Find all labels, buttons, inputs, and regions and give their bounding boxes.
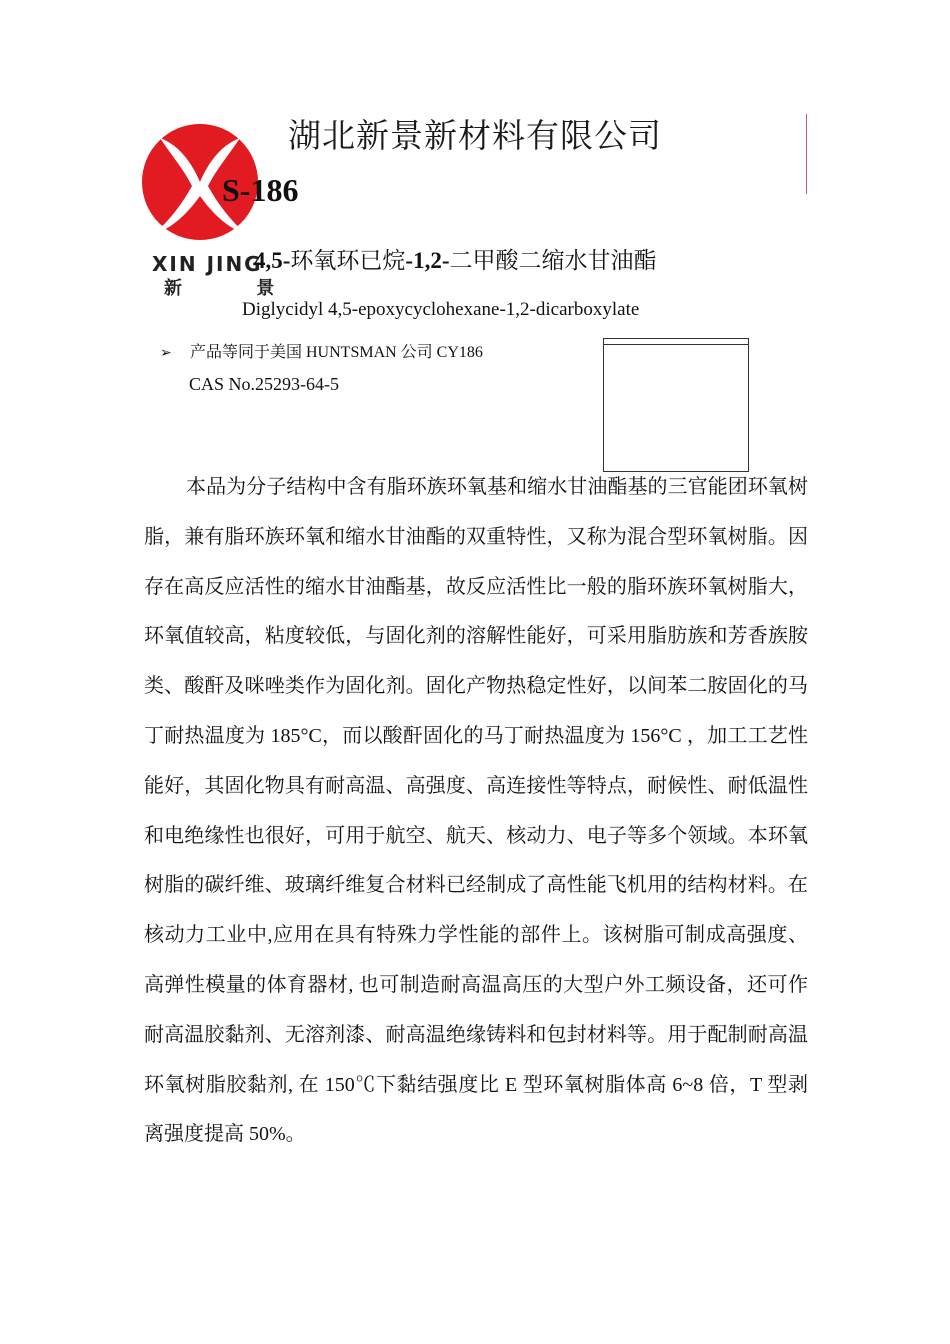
logo-latin-text: XIN JING: [152, 252, 263, 276]
product-english-name: Diglycidyl 4,5-epoxycyclohexane-1,2-dicarboxylate: [242, 299, 640, 320]
company-name: 湖北新景新材料有限公司: [288, 116, 662, 155]
cas-number: CAS No.25293-64-5: [189, 374, 340, 394]
cn-name-mid: -1,2-: [405, 248, 450, 273]
product-code: S-186: [222, 172, 299, 208]
logo-chinese-text: 新 景: [164, 278, 309, 299]
structure-frame-line: [603, 344, 749, 345]
cn-name-part1: 环氧环已烷: [290, 248, 406, 273]
header-divider: [806, 114, 807, 194]
product-chinese-name: [254, 242, 657, 275]
equivalent-note: [160, 339, 483, 362]
arrow-bullet-icon: ➢: [160, 345, 172, 361]
cn-name-prefix: 4,5-: [254, 248, 291, 273]
cn-name-part2: 二甲酸二缩水甘油酯: [449, 248, 657, 273]
equivalent-text: 产品等同于美国 HUNTSMAN 公司 CY186: [190, 344, 483, 361]
product-description: 本品为分子结构中含有脂环族环氧基和缩水甘油酯基的三官能团环氧树脂，兼有脂环族环氧和缩水甘油酯的双重特性，又称为混合型环氧树脂。因存在高反应活性的缩水甘油酯基，故反应活性比一般的脂环族环氧树脂大，环氧值较高，粘度较低，与固化剂的溶解性能好，可采用脂肪族和芳香族胺类、酸酐及咪唑类作为固化剂。固化产物热稳定性好，以间苯二胺固化的马丁耐热温度为 185°C，而以酸酐固化的马丁耐热温度为 156°C ，加工工艺性能好，其固化物具有耐高温、高强度、高连接性等特点，耐候性、耐低温性和电绝缘性也很好，可用于航空、航天、核动力、电子等多个领域。本环氧树脂的碳纤维、玻璃纤维复合材料已经制成了高性能飞机用的结构材料。在核动力工业中,应用在具有特殊力学性能的部件上。该树脂可制成高强度、高弹性模量的体育器材, 也可制造耐高温高压的大型户外工频设备，还可作耐高温胶黏剂、无溶剂漆、耐高温绝缘铸料和包封材料等。用于配制耐高温环氧树脂胶黏剂, 在 150℃下黏结强度比 E 型环氧树脂体高 6~8 倍，T 型剥离强度提高 50%。: [144, 476, 808, 1146]
structure-image-frame: [603, 338, 749, 472]
